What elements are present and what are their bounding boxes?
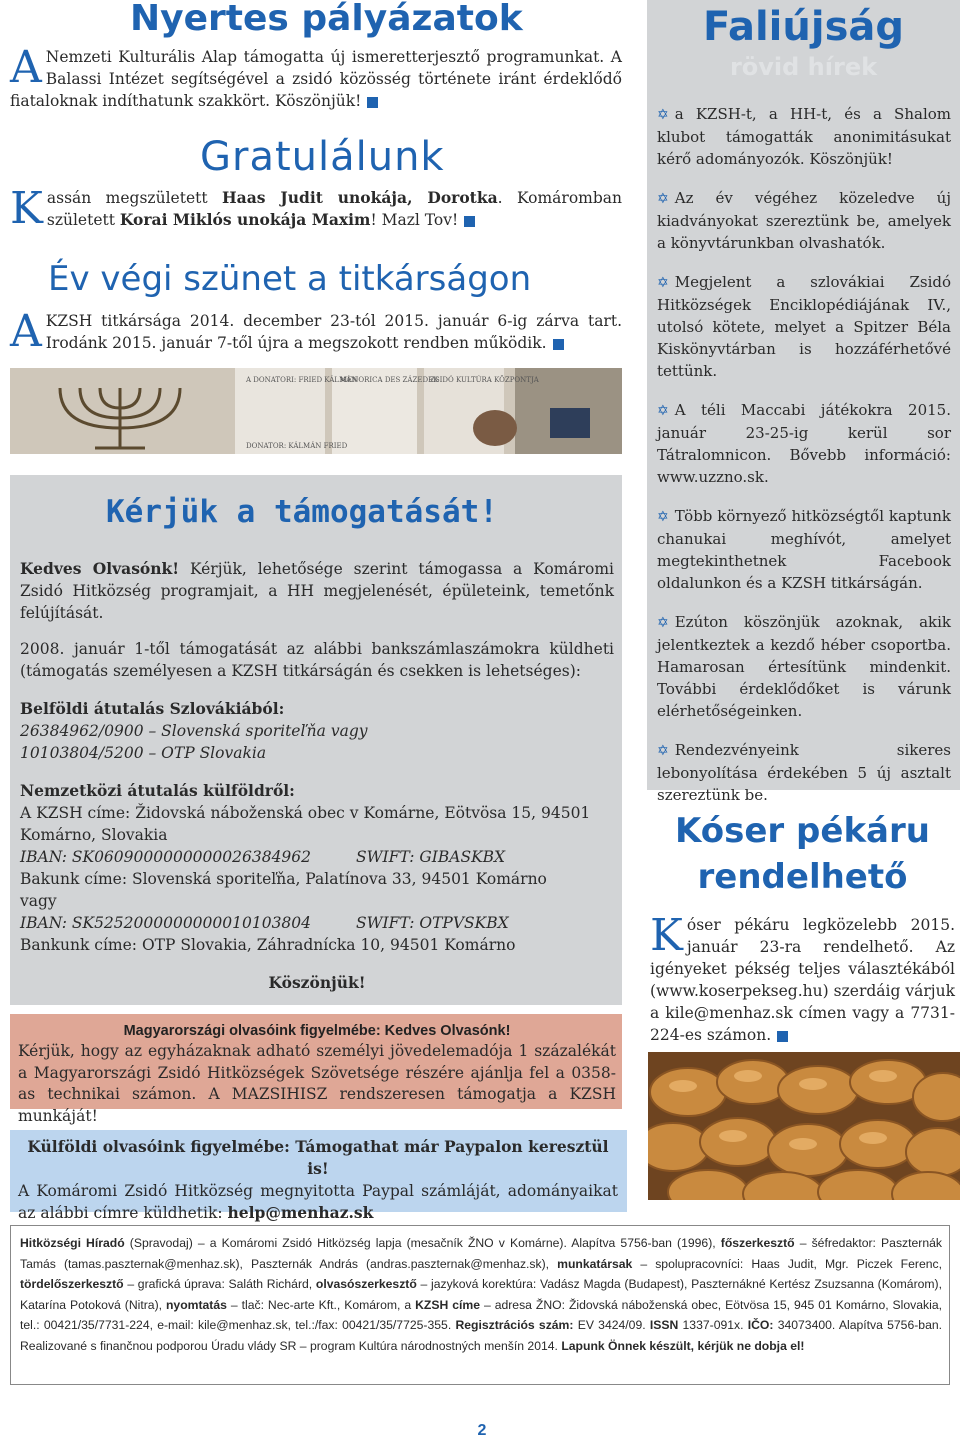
star-of-david-icon: ✡ [657, 191, 669, 207]
dropcap: A [10, 306, 42, 357]
faliujsag-header [647, 2, 960, 82]
nyertes-body: Nemzeti Kulturális Alap támogatta új ismeretterjesztő programunkat. A Balassi Intézet segítségével a zsidó közösség története iránt érdeklődő fiataloknak indíthatunk szakkört. Köszönjük! [10, 48, 622, 110]
gratulalunk-title: Gratulálunk [200, 134, 445, 180]
text-run: IČO: [747, 1318, 774, 1332]
magyar-section [18, 1021, 616, 1127]
star-of-david-icon: ✡ [657, 615, 669, 631]
star-of-david-icon: ✡ [657, 275, 669, 291]
news-item [657, 399, 951, 488]
faliujsag-title: Faliújság [702, 4, 904, 50]
text-run: EV 3424/09. [573, 1318, 650, 1332]
koser-title-line: rendelhető [697, 857, 908, 897]
photo-caption: MENORICA DES ZÁZEDEK [340, 376, 439, 384]
text-run: – spolupracovníci: Haas Judit, Mgr. Piczek Ferenc, [632, 1256, 943, 1271]
szunet-section [10, 256, 622, 357]
news-item [657, 187, 951, 254]
star-of-david-icon: ✡ [657, 403, 669, 419]
account-line: 26384962/0900 – Slovenská sporiteľňa vagy [20, 722, 368, 740]
kulfoldi-heading: Külföldi olvasóink figyelmébe: Támogathat már Paypalon keresztül is! [27, 1137, 609, 1178]
kerjuk-p1 [20, 558, 614, 624]
text-run: Haas Judit unokája, Dorotka [222, 188, 498, 207]
koser-section [650, 808, 955, 1046]
text-run: olvasószerkesztő [315, 1277, 417, 1291]
koser-title [650, 808, 955, 900]
iban: IBAN: SK0609000000000026384962 [20, 848, 312, 866]
thanks: Köszönjük! [268, 973, 366, 992]
text-run: – jazyková korektúra: Vadász Magda (Budapest), Paszternákné Kertész Zsuzsanna (Komárom), Katarína Potoková (Nitra), [20, 1277, 943, 1312]
szunet-title: Év végi szünet a titkárságon [48, 259, 532, 299]
text-run: assán megszületett [46, 189, 223, 207]
greeting: Kedves Olvasónk! [20, 559, 180, 578]
domestic-heading: Belföldi átutalás Szlovákiából: [20, 699, 285, 718]
kulfoldi-section [18, 1136, 618, 1224]
swift: SWIFT: GIBASKBX [356, 848, 506, 866]
imprint-text [20, 1233, 942, 1356]
text-run: 34073400. Alapítva 5756-ban. Realizované s finančnou podporou Úradu vlády SR – program Kultúra národnostných menšín 2014. [20, 1318, 943, 1353]
text-run: Regisztrációs szám: [455, 1318, 574, 1332]
news-text: Az év végéhez közeledve új kiadványokat szereztünk be, amelyek a könyvtárunkban olvashatók. [657, 189, 951, 252]
text-run: nyomtatás [165, 1297, 227, 1312]
synagogue-photo [10, 368, 622, 454]
text-run: ! Mazl Tov! [370, 211, 459, 229]
news-text: a KZSH-t, a HH-t, és a Shalom klubot támogatták anonimitásukat kérő adományozók. Köszönjük! [657, 105, 951, 168]
photo-caption: DONATOR: KÁLMÁN FRIED [246, 442, 348, 450]
kulfoldi-body: A Komáromi Zsidó Hitközség megnyitotta Paypal számláját, adományaikat az alábbi címre küldhetik: [18, 1182, 618, 1222]
text-run: . Komáromban született [46, 189, 622, 229]
kulfoldi-text [18, 1180, 618, 1224]
photo-caption: ZSIDÓ KULTÚRA KÖZPONTJA [430, 376, 539, 384]
star-of-david-icon: ✡ [657, 743, 669, 759]
kerjuk-title: Kérjük a támogatását! [106, 494, 498, 530]
koser-body: óser pékáru legközelebb 2015. január 23-ra rendelhető. Az igényeket pékség teljes választékából (www.koserpekseg.hu) szerdáig várjuk a kile@menhaz.sk címen vagy a 7731-224-es számon. [650, 916, 955, 1044]
iban-row [20, 912, 614, 934]
vagy: vagy [20, 892, 57, 910]
magyar-heading: Magyarországi olvasóink figyelmébe: Kedves Olvasónk! [123, 1023, 511, 1039]
news-item [657, 271, 951, 382]
koser-text [650, 910, 955, 1046]
news-item [657, 739, 951, 806]
text-run: (Spravodaj) – a Komáromi Zsidó Hitközség lapja (mesačník ŽNO v Komárne). Alapítva 5756-ban (1996), [124, 1236, 721, 1250]
text-run: – adresa ŽNO: Židovská náboženská obec, Eötvösa 15, 945 01 Komárno, Slovakia, tel.: 00421/35/7731-224, e-mail: kile@menhaz.sk, tel.:/fax: 00421/35/7725-355. [20, 1297, 943, 1332]
swift: SWIFT: OTPVSKBX [356, 914, 509, 932]
iban: IBAN: SK5252000000000010103804 [20, 914, 312, 932]
news-item [657, 505, 951, 594]
news-item [657, 103, 951, 170]
star-of-david-icon: ✡ [657, 509, 669, 525]
gratulalunk-text [10, 183, 622, 234]
kzsh-address: A KZSH címe: Židovská náboženská obec v Komárne, Eötvösa 15, 94501 Komárno, Slovakia [20, 804, 591, 844]
news-text: Megjelent a szlovákiai Zsidó Hitközségek Enciklopédiájának IV., utolsó kötete, melyet a Spitzer Béla Kiskönyvtárban is hozzáférhetővé tettünk. [657, 273, 951, 380]
news-text: Több környező hitközségtől kaptunk chanukai meghívót, amelyet megtekinthetnek Facebook oldalunkon és a KZSH titkárságán. [657, 507, 951, 592]
news-text: A téli Maccabi játékokra 2015. január 23-25-ig kerül sor Tátralomnicon. Bővebb információ: www.uzzno.sk. [657, 401, 951, 486]
end-square-icon [367, 97, 378, 108]
nyertes-title: Nyertes pályázatok [130, 0, 523, 39]
text-run: – šéfredaktor: Paszternák Tamás (tamas.paszternak@menhaz.sk), Paszternák András (andras.paszternak@menhaz.sk), [20, 1236, 942, 1271]
koser-title-line: Kóser pékáru [675, 811, 930, 851]
text-run: 1337-091x. [678, 1318, 748, 1332]
szunet-text [10, 306, 622, 357]
news-text: Rendezvényeink sikeres lebonyolítása érdekében 5 új asztalt szereztünk be. [657, 741, 951, 804]
text-run: Hitközségi Híradó [20, 1236, 125, 1250]
news-item [657, 611, 951, 722]
account-line: 10103804/5200 – OTP Slovakia [20, 744, 267, 762]
bank-address: Bakunk címe: Slovenská sporiteľňa, Palatínova 33, 94501 Komárno [20, 870, 547, 888]
challah-bread-icon [648, 1052, 960, 1200]
intl-heading: Nemzetközi átutalás külföldről: [20, 781, 295, 800]
paypal-email-link[interactable]: help@menhaz.sk [227, 1203, 374, 1222]
nyertes-text [10, 42, 622, 112]
text-run: – grafická úprava: Saláth Richárd, [123, 1277, 316, 1291]
kerjuk-section [20, 490, 614, 994]
nyertes-section [10, 0, 622, 112]
bank-address: Bankunk címe: OTP Slovakia, Záhradnícka 10, 94501 Komárno [20, 936, 516, 954]
iban-row [20, 846, 614, 868]
end-square-icon [553, 339, 564, 350]
text-run: Lapunk Önnek készült, kérjük ne dobja el! [561, 1338, 805, 1353]
end-square-icon [464, 216, 475, 227]
text-run: KZSH címe [415, 1297, 481, 1312]
text-run: munkatársak [557, 1256, 633, 1271]
photo-caption: A DONATORI: FRIED KÁLMÁN [246, 376, 358, 384]
gratulalunk-section [10, 133, 622, 234]
dropcap: A [10, 42, 42, 93]
news-text: Ezúton köszönjük azoknak, akik jelentkeztek a kezdő héber csoportba. Hamarosan értesítünk mindenkit. További érdeklődőket is várunk elérhetőségeinken. [657, 613, 951, 720]
dropcap: K [650, 910, 683, 961]
star-of-david-icon: ✡ [657, 107, 669, 123]
news-list [657, 103, 951, 823]
page-number: 2 [477, 1422, 487, 1439]
kerjuk-p1-text: Kérjük, lehetősége szerint támogassa a Komáromi Zsidó Hitközség programjait, a HH megjelenését, épületeink, temetőnk felújítását. [20, 560, 614, 622]
szunet-body: KZSH titkársága 2014. december 23-tól 2015. január 6-ig zárva tart. Irodánk 2015. január 7-től újra a megszokott rendben működik. [45, 312, 622, 352]
text-run: – tlač: Nec-arte Kft., Komárom, a [226, 1297, 416, 1312]
challah-photo [648, 1052, 960, 1200]
text-run: főszerkesztő [720, 1236, 795, 1250]
kerjuk-p2: 2008. január 1-től támogatását az alábbi bankszámlaszámokra küldheti (támogatás személyesen a KZSH titkárságán és csekken is lehetséges): [20, 640, 614, 680]
dropcap: K [10, 183, 43, 234]
end-square-icon [777, 1031, 788, 1042]
faliujsag-subtitle: rövid hírek [729, 53, 878, 81]
text-run: tördelőszerkesztő [20, 1277, 124, 1291]
text-run: Korai Miklós unokája Maxim [119, 210, 371, 229]
magyar-text: Kérjük, hogy az egyházaknak adható személyi jövedelemadója 1 százalékát a Magyarországi Zsidó Hitközségek Szövetsége részére ajánlja fel a 0358-as technikai számon. A MAZSIHISZ rendszeresen támogatja a KZSH munkáját! [18, 1042, 616, 1125]
text-run: ISSN [649, 1318, 679, 1332]
